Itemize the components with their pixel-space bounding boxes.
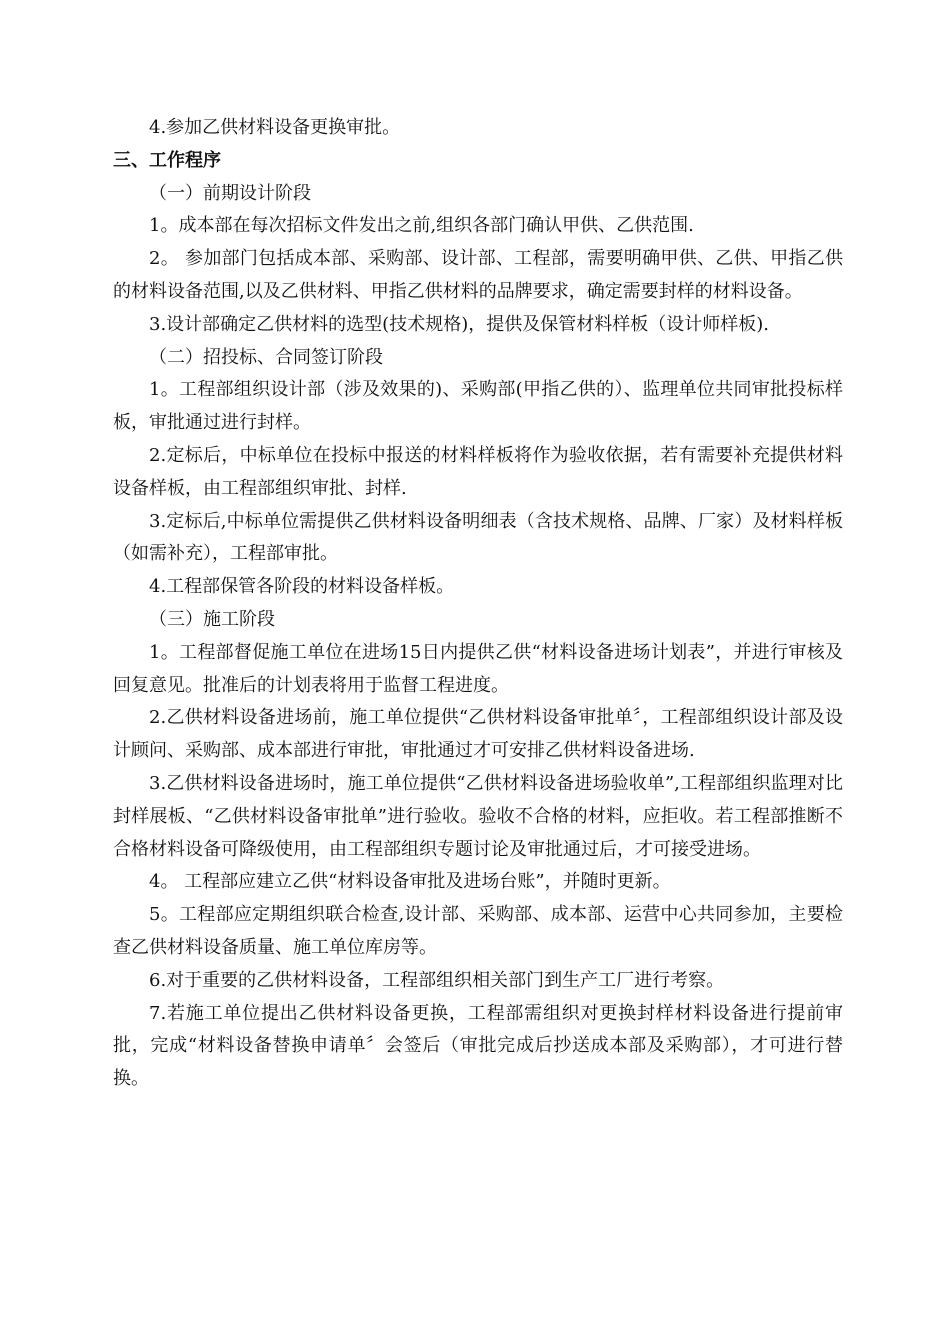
paragraph-construction-1: 1。工程部督促施工单位在进场15日内提供乙供“材料设备进场计划表”，并进行审核及回复意见。批准后的计划表将用于监督工程进度。 [113, 641, 843, 696]
paragraph-bidding-4: 4.工程部保管各阶段的材料设备样板。 [149, 576, 455, 598]
paragraph-construction-2: 2.乙供材料设备进场前，施工单位提供“乙供材料设备审批单〞，工程部组织设计部及设计顾问、采购部、成本部进行审批，审批通过才可安排乙供材料设备进场. [113, 707, 843, 762]
paragraph-duty-4: 4.参加乙供材料设备更换审批。 [149, 117, 401, 138]
subsection-heading-bidding-stage: （二）招投标、合同签订阶段 [149, 346, 383, 368]
paragraph-construction-4: 4。 工程部应建立乙供“材料设备审批及进场台账”，并随时更新。 [149, 871, 671, 893]
paragraph-bidding-1: 1。工程部组织设计部（涉及效果的)、采购部(甲指乙供的）、监理单位共同审批投标样板，审批通过进行封样。 [113, 379, 843, 434]
paragraph-bidding-3: 3.定标后,中标单位需提供乙供材料设备明细表（含技术规格、品牌、厂家）及材料样板（如需补充），工程部审批。 [113, 510, 843, 565]
paragraph-design-1: 1。成本部在每次招标文件发出之前,组织各部门确认甲供、乙供范围. [149, 215, 694, 237]
section-heading-work-procedure: 三、工作程序 [113, 149, 221, 171]
subsection-heading-construction-stage: （三）施工阶段 [149, 608, 275, 630]
paragraph-design-2: 2。 参加部门包括成本部、采购部、设计部、工程部，需要明确甲供、乙供、甲指乙供的材料设备范围,以及乙供材料、甲指乙供材料的品牌要求，确定需要封样的材料设备。 [113, 248, 843, 302]
paragraph-design-3: 3.设计部确定乙供材料的选型(技术规格)，提供及保管材料样板（设计师样板). [149, 313, 769, 335]
document-body [113, 112, 843, 1096]
paragraph-construction-3: 3.乙供材料设备进场时，施工单位提供“乙供材料设备进场验收单”,工程部组织监理对比封样展板、“乙供材料设备审批单”进行验收。验收不合格的材料，应拒收。若工程部推断不合格材料设备可降级使用，由工程部组织专题讨论及审批通过后，才可接受进场。 [113, 772, 843, 860]
paragraph-construction-7: 7.若施工单位提出乙供材料设备更换，工程部需组织对更换封样材料设备进行提前审批，完成“材料设备替换申请单〞会签后（审批完成后抄送成本部及采购部），才可进行替换。 [113, 1002, 843, 1090]
subsection-heading-design-stage: （一）前期设计阶段 [149, 182, 311, 204]
paragraph-bidding-2: 2.定标后，中标单位在投标中报送的材料样板将作为验收依据，若有需要补充提供材料设备样板，由工程部组织审批、封样. [113, 444, 843, 499]
paragraph-construction-6: 6.对于重要的乙供材料设备，工程部组织相关部门到生产工厂进行考察。 [149, 969, 725, 991]
paragraph-construction-5: 5。工程部应定期组织联合检查,设计部、采购部、成本部、运营中心共同参加，主要检查乙供材料设备质量、施工单位库房等。 [113, 904, 843, 958]
